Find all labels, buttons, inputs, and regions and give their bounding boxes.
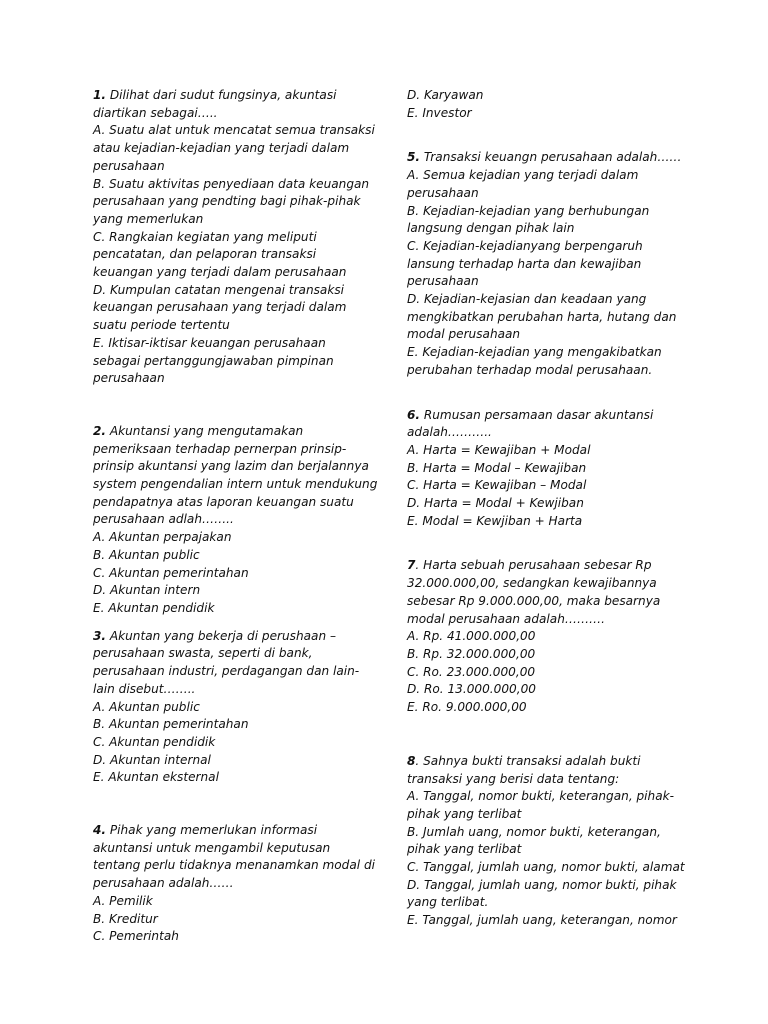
question-number: 2. [93,423,107,438]
question-6-line: adalah……….. [407,425,492,440]
option-d: D. Tanggal, jumlah uang, nomor bukti, pihak [407,877,677,892]
question-3-line: perusahaan swasta, seperti di bank, [93,646,313,661]
option-e-cont: sebagai pertanggungjawaban pimpinan [93,353,334,368]
left-column [93,87,378,946]
question-number: 8 [407,753,416,768]
option-b-cont: perusahaan yang pendting bagi pihak-pihak [93,194,361,209]
option-d: D. Kejadian-kejasian dan keadaan yang [407,292,647,307]
option-d-cont: yang terlibat. [407,895,489,910]
right-column [407,87,707,930]
option-e: E. Tanggal, jumlah uang, keterangan, nomor [407,913,677,928]
question-4-line: perusahaan adalah…… [93,876,234,891]
question-8-stem: 8. Sahnya bukti transaksi adalah bukti [407,753,641,768]
option-c: C. Tanggal, jumlah uang, nomor bukti, alamat [407,860,685,875]
option-c-cont: lansung terhadap harta dan kewajiban [407,256,642,271]
option-b: B. Rp. 32.000.000,00 [407,646,536,661]
question-1-stem: 1. Dilihat dari sudut fungsinya, akuntasi [93,88,337,102]
option-a-cont: perusahaan [407,185,479,200]
option-d: D. Kumpulan catatan mengenai transaksi [93,282,344,297]
option-e-cont: perusahaan [93,371,165,386]
question-7-line: modal perusahaan adalah………. [407,611,605,626]
option-d: D. Akuntan internal [93,752,211,767]
question-number: 6. [407,407,421,422]
option-c: C. Harta = Kewajiban – Modal [407,478,587,493]
option-b-cont: yang memerlukan [93,211,204,226]
option-a-cont: pihak yang terlibat [407,806,522,821]
option-b: B. Akuntan public [93,547,200,562]
question-2-line: system pengendalian intern untuk mendukung [93,477,378,492]
question-4 [93,822,378,946]
option-d: D. Akuntan intern [93,583,201,598]
option-a: A. Semua kejadian yang terjadi dalam [407,168,639,183]
option-e: E. Akuntan pendidik [93,600,215,615]
question-2-line: pemeriksaan terhadap pernerpan prinsip- [93,441,347,456]
option-c-cont: pencatatan, dan pelaporan transaksi [93,247,317,262]
question-8 [407,753,707,930]
option-a: A. Akuntan perpajakan [93,530,232,545]
option-a-cont: atau kejadian-kejadian yang terjadi dalam [93,141,350,156]
option-c-cont: keuangan yang terjadi dalam perusahaan [93,265,347,280]
question-4-line: tentang perlu tidaknya menanamkan modal di [93,858,376,873]
option-e: E. Ro. 9.000.000,00 [407,700,527,715]
question-2-line: prinsip akuntansi yang lazim dan berjalannya [93,459,369,474]
question-4-stem: 4. Pihak yang memerlukan informasi [93,823,318,838]
option-b: B. Suatu aktivitas penyediaan data keuangan [93,176,370,191]
option-a: A. Harta = Kewajiban + Modal [407,442,591,457]
option-a: A. Tanggal, nomor bukti, keterangan, pihak- [407,789,674,804]
option-d: D. Ro. 13.000.000,00 [407,682,536,697]
option-b-cont: pihak yang terlibat [407,842,522,857]
question-5 [407,149,707,379]
question-number: 7 [407,558,416,573]
option-e: E. Kejadian-kejadian yang mengakibatkan [407,345,662,360]
option-d-cont: mengkibatkan perubahan harta, hutang dan [407,309,677,324]
option-b: B. Kejadian-kejadian yang berhubungan [407,203,650,218]
option-e-cont: perubahan terhadap modal perusahaan. [407,362,653,377]
option-d-cont: modal perusahaan [407,327,521,342]
option-c-cont: perusahaan [407,274,479,289]
option-c: C. Akuntan pemerintahan [93,565,249,580]
question-number: 5. [407,150,421,165]
option-c: C. Rangkaian kegiatan yang meliputi [93,229,317,244]
option-a: A. Suatu alat untuk mencatat semua transaksi [93,123,375,138]
option-c: C. Pemerintah [93,929,179,944]
option-e: E. Akuntan eksternal [93,770,219,785]
question-5-stem: 5. Transaksi keuangn perusahaan adalah…… [407,150,682,165]
question-4-continued [407,87,707,122]
question-1-line: diartikan sebagai….. [93,105,218,120]
option-d-cont: keuangan perusahaan yang terjadi dalam [93,300,347,315]
option-c: C. Ro. 23.000.000,00 [407,664,536,679]
question-1 [93,87,378,388]
option-a-cont: perusahaan [93,158,165,173]
question-3-line: lain disebut…….. [93,681,196,696]
question-3-stem: 3. Akuntan yang bekerja di perushaan – [93,628,337,643]
question-6-stem: 6. Rumusan persamaan dasar akuntansi [407,407,654,422]
option-b: B. Kreditur [93,911,158,926]
question-4-line: akuntansi untuk mengambil keputusan [93,840,331,855]
question-2-line: pendapatnya atas laporan keuangan suatu [93,494,354,509]
option-d-cont: suatu periode tertentu [93,318,230,333]
question-2-line: perusahaan adlah…….. [93,512,234,527]
option-a: A. Akuntan public [93,699,200,714]
question-number: 1. [93,88,107,102]
option-d: D. Harta = Modal + Kewjiban [407,496,584,511]
question-3 [93,628,378,787]
option-e: E. Modal = Kewjiban + Harta [407,513,583,528]
question-7-stem: 7. Harta sebuah perusahaan sebesar Rp [407,558,652,573]
option-b: B. Jumlah uang, nomor bukti, keterangan, [407,824,661,839]
question-6 [407,407,707,531]
option-c: C. Kejadian-kejadianyang berpengaruh [407,238,643,253]
option-a: A. Rp. 41.000.000,00 [407,629,536,644]
option-b-cont: langsung dengan pihak lain [407,221,575,236]
question-2 [93,423,378,618]
question-7-line: 32.000.000,00, sedangkan kewajibannya [407,576,657,591]
option-c: C. Akuntan pendidik [93,734,216,749]
question-7 [407,557,707,716]
option-b: B. Akuntan pemerintahan [93,717,249,732]
option-a: A. Pemilik [93,893,153,908]
question-number: 4. [93,823,107,838]
option-d: D. Karyawan [407,88,484,102]
option-e: E. Iktisar-iktisar keuangan perusahaan [93,335,326,350]
option-b: B. Harta = Modal – Kewajiban [407,460,587,475]
option-e: E. Investor [407,105,472,120]
question-number: 3. [93,628,107,643]
question-8-line: transaksi yang berisi data tentang: [407,771,620,786]
question-7-line: sebesar Rp 9.000.000,00, maka besarnya [407,593,661,608]
question-3-line: perusahaan industri, perdagangan dan lain- [93,664,360,679]
question-2-stem: 2. Akuntansi yang mengutamakan [93,423,304,438]
